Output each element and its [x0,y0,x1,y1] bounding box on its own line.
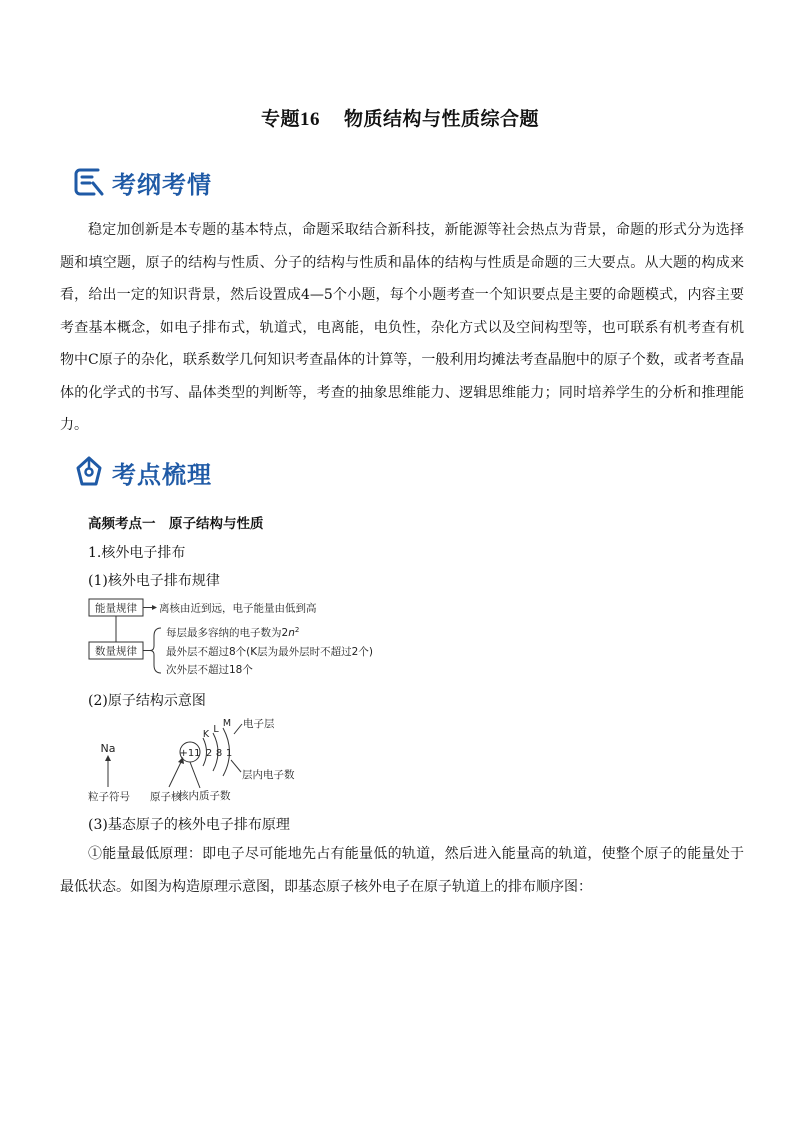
quantity-rule-3: 次外层不超过18个 [166,664,253,676]
list-item-1-2: (2)原子结构示意图 [88,693,206,709]
section-title: 考点梳理 [112,460,212,489]
nucleus-charge: +11 [179,748,201,759]
atom-structure-diagram [86,712,326,804]
quantity-rule-label: 数量规律 [95,645,137,658]
shell-letter-k: K [202,729,210,740]
pen-nib-icon [72,455,106,489]
shell-letter-l: L [213,724,219,735]
list-doc-icon [72,165,106,199]
quantity-rule-1: 每层最多容纳的电子数为$2n^2$ [166,626,300,639]
electron-count-l: 8 [215,748,223,759]
list-item-1: 1.核外电子排布 [88,545,186,561]
element-symbol: Na [100,742,116,755]
section-header-key-points [72,450,212,494]
nucleus-label: 原子核 [150,791,182,803]
particle-symbol-label: 粒子符号 [88,791,130,803]
page-title [0,104,800,131]
title-text: 物质结构与性质综合题 [344,108,540,130]
electron-count-m: 1 [225,748,233,759]
energy-rule-text: 离核由近到远，电子能量由低到高 [159,602,317,615]
electron-count-k: 2 [205,748,213,759]
electrons-per-shell-label: 层内电子数 [242,769,295,781]
topic-heading: 高频考点一 原子结构与性质 [88,516,264,532]
intro-paragraph: 稳定加创新是本专题的基本特点，命题采取结合新科技，新能源等社会热点为背景，命题的形式分为选择题和填空题，原子的结构与性质、分子的结构与性质和晶体的结构与性质是命题的三大要点。从大题的构成来看，给出一定的知识背景，然后设置成4—5个小题，每个小题考查一个知识要点是主要的命题模式，内容主要考查基本概念，如电子排布式，轨道式，电离能，电负性，杂化方式以及空间构型等，也可联系有机考查有机物中C原子的杂化，联系数学几何知识考查晶体的计算等，一般利用均摊法考查晶胞中的原子个数，或者考查晶体的化学式的书写、晶体类型的判断等，考查的抽象思维能力、逻辑思维能力；同时培养学生的分析和推理能力。 [60,222,744,433]
shell-letter-m: M [222,718,232,729]
list-item-1-1: (1)核外电子排布规律 [88,573,220,589]
brace-bracket [150,628,161,673]
electron-shell-label: 电子层 [243,718,275,730]
section-title: 考纲考情 [112,170,212,199]
list-item-1-3: (3)基态原子的核外电子排布原理 [88,817,290,833]
proton-count-label: 核内质子数 [178,790,231,802]
title-prefix: 专题 [260,108,300,130]
principle-paragraph: ①能量最低原理：即电子尽可能地先占有能量低的轨道，然后进入能量高的轨道，使整个原子的能量处于最低状态。如图为构造原理示意图，即基态原子核外电子在原子轨道上的排布顺序图： [60,846,744,895]
electron-rules-diagram [86,596,406,680]
section-header-exam-outline [72,160,212,204]
quantity-rule-2: 最外层不超过8个(K层为最外层时不超过2个) [166,646,373,658]
energy-rule-label: 能量规律 [95,602,137,615]
title-number: 16 [300,109,320,130]
